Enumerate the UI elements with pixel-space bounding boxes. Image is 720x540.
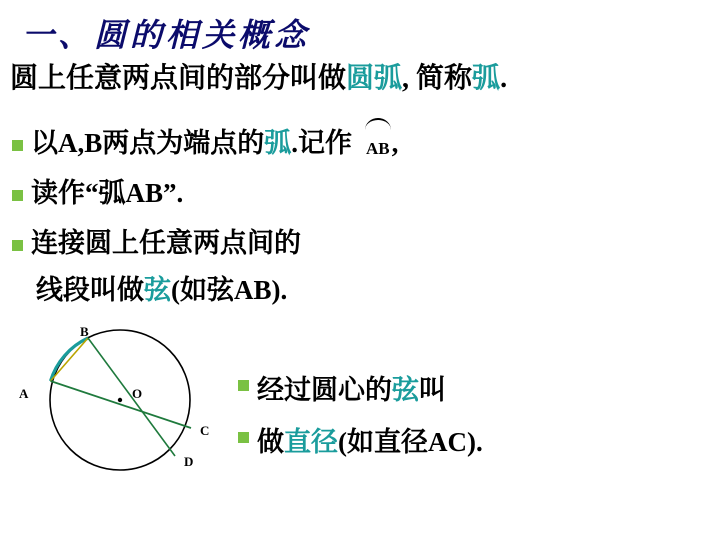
term-arc: 弧 [472, 63, 501, 94]
bullet-item-2-text: 读作“弧AB”. [31, 178, 184, 208]
point-label-b: B [80, 324, 89, 339]
bullet-square-icon [12, 190, 23, 201]
right-bullet-item-1-text [257, 368, 446, 407]
term-circular-arc: 圆弧 [346, 63, 403, 94]
definition-line-arc [10, 56, 507, 96]
chord-def-part2: (如弦AB). [171, 275, 288, 305]
right1-part2: 叫 [419, 375, 446, 405]
bullet-square-icon [238, 432, 249, 443]
chord-ab-line [51, 338, 89, 381]
right-bullet-item-2-text [257, 420, 483, 459]
bullet-item-2 [12, 178, 183, 209]
bullet-item-3-text: 连接圆上任意两点间的 [31, 228, 301, 258]
right1-term-chord: 弦 [392, 375, 419, 405]
right-bullet-item-2 [238, 420, 483, 459]
arc-ab-label: AB [366, 139, 390, 158]
point-label-c: C [200, 423, 210, 438]
arc-cap-icon [365, 118, 391, 130]
right-bullet-item-1 [238, 368, 446, 407]
chord-def-part1: 线段叫做 [36, 275, 144, 305]
arc-ab-symbol [366, 130, 390, 161]
bullet1-part1: 以A,B两点为端点的 [31, 128, 265, 158]
circle-diagram [10, 318, 230, 483]
bullet-item-3 [12, 228, 301, 259]
definition-text-part1: 圆上任意两点间的部分叫做 [10, 63, 347, 94]
point-label-d: D [184, 454, 194, 469]
bullet-square-icon [238, 380, 249, 391]
right2-part1: 做 [257, 427, 284, 457]
diameter-ac-line [51, 381, 192, 428]
right1-part1: 经过圆心的 [257, 375, 392, 405]
point-label-a: A [19, 386, 29, 401]
bullet-item-1-text [31, 128, 398, 159]
right2-part2: (如直径AC). [338, 427, 483, 457]
chord-definition-line [36, 268, 287, 307]
bullet1-part2: .记作 [291, 128, 353, 158]
bullet1-part3: , [391, 128, 399, 158]
bullet1-term-arc: 弧 [264, 128, 292, 158]
term-chord: 弦 [144, 275, 171, 305]
right2-term-diameter: 直径 [284, 427, 338, 457]
bullet-square-icon [12, 240, 23, 251]
point-label-o: O [132, 386, 143, 401]
circle-diagram-svg [10, 318, 230, 483]
center-point-o [118, 398, 122, 402]
page-title: 一、圆的相关概念 [22, 17, 311, 53]
bullet-item-1 [12, 128, 398, 159]
bullet-square-icon [12, 140, 23, 151]
definition-text-part3: . [500, 63, 508, 94]
definition-text-part2: , 简称 [402, 63, 473, 94]
